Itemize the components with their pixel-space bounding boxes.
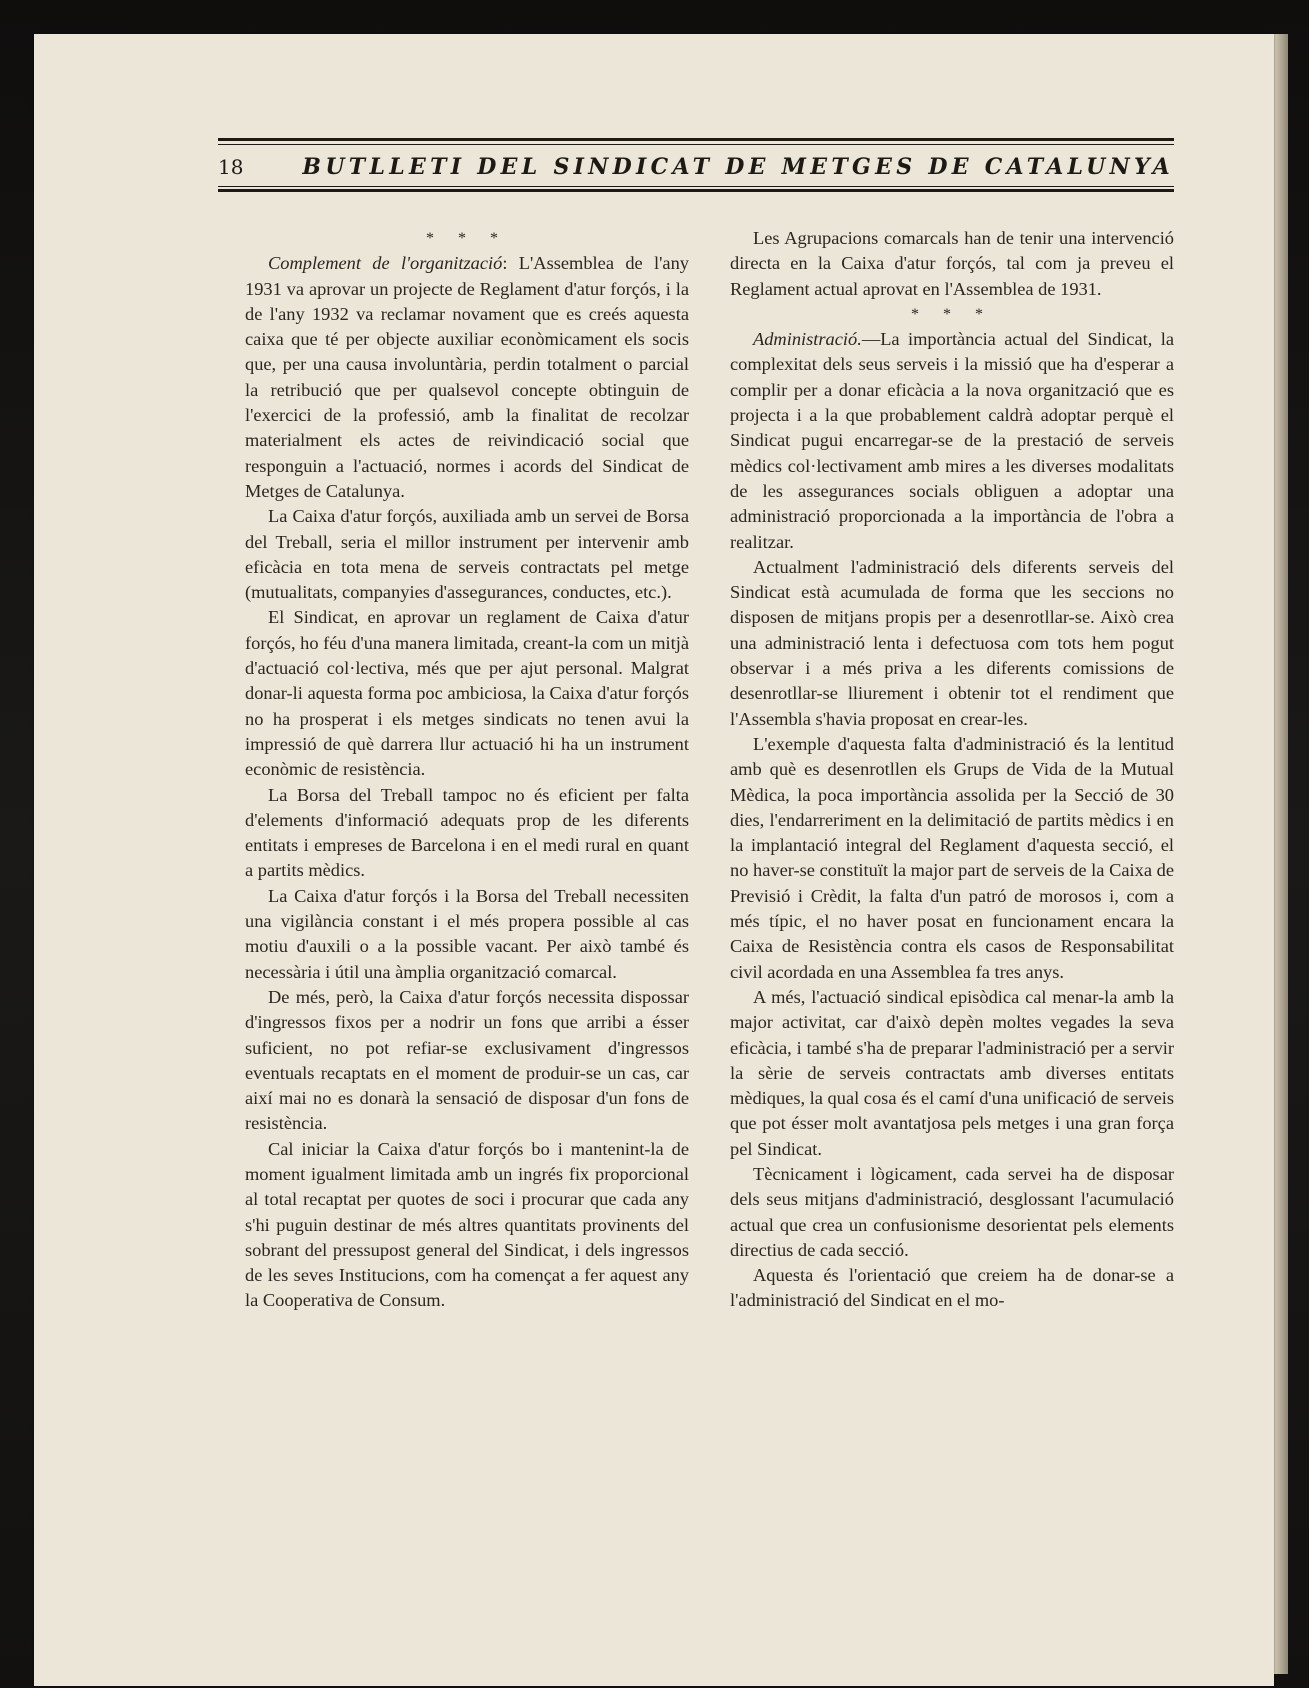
paragraph: Actualment l'administració dels diferents serveis del Sindicat està acumulada de forma que les seccions no disposen de mitjans propis per a desenrotllar-se. Això crea una administració lenta i defectuosa com tots hem pogut observar i a més priva a les diferents comissions de desenrotllar-se lliurement i obtenir tot el rendiment que l'Assembla s'havia proposat en crear-les.: [730, 556, 1174, 729]
paragraph: Tècnicament i lògicament, cada servei ha de disposar dels seus mitjans d'administració, desglossant l'acumulació actual que crea un confusionisme desorientat pels elements directius de cada secció.: [730, 1163, 1174, 1260]
paragraph: De més, però, la Caixa d'atur forçós necessita dispossar d'ingressos fixos per a nodrir un fons que arribi a ésser suficient, no pot refiar-se exclusivament d'ingressos eventuals recaptats en el moment de produir-se un cas, car així mai no es donarà la sensació de disposar d'un fons de resistència.: [245, 986, 689, 1134]
paragraph-text: —La importància actual del Sindicat, la complexitat dels seus serveis i la missió que ha d'esperar a complir per a donar eficàcia a la nova organització que es projecta i a la que probablement caldrà adoptar perquè el Sindicat pugui encarregar-se de la prestació de serveis mèdics col·lectivament amb mires a les diverses modalitats de les assegurances socials obliguen a adoptar una administració proporcionada a la importància de l'obra a realitzar.: [730, 329, 1174, 552]
section-separator: * * *: [426, 230, 508, 247]
paragraph: La Caixa d'atur forçós, auxiliada amb un servei de Borsa del Treball, seria el millor instrument per intervenir amb eficàcia en tota mena de serveis contractats pel metge (mutualitats, companyies d'assegurances, conductes, etc.).: [245, 506, 689, 603]
paragraph: El Sindicat, en aprovar un reglament de Caixa d'atur forçós, ho féu d'una manera limitada, creant-la com un mitjà d'actuació col·lectiva, més que per ajut personal. Malgrat donar-li aquesta forma poc ambiciosa, la Caixa d'atur forçós no ha prosperat i els metges sindicats no tenen avui la impressió de què darrera llur actuació hi ha un instrument econòmic de resistència.: [245, 607, 690, 780]
paragraph: La Caixa d'atur forçós i la Borsa del Treball necessiten una vigilància constant i el més propera possible al cas motiu d'auxili o a la possible vacant. Per això també és necessària i útil una àmplia organització comarcal.: [245, 885, 689, 982]
paragraph: Cal iniciar la Caixa d'atur forçós bo i mantenint-la de moment igualment limitada amb un ingrés fix proporcional al total recaptat per quotes de soci i procurar que cada any s'hi puguin destinar de més altres quantitats provinents del sobrant del pressupost general del Sindicat, i dels ingressos de les seves Institucions, com ha començat a fer aquest any la Cooperativa de Consum.: [245, 1138, 689, 1311]
running-header: [218, 138, 1174, 198]
left-column: [245, 226, 689, 1314]
paragraph-text: : L'Assemblea de l'any 1931 va aprovar un projecte de Reglament d'atur forçós, i la de l'any 1932 va reclamar novament que es creés aquesta caixa que té per objecte auxiliar econòmicament els socis que, per una causa involuntària, perdin totalment o parcial la retribució que per qualsevol concepte obtinguin de l'exercici de la professió, amb la finalitat de recolzar materialment els actes de reivindicació social que responguin a l'actuació, normes i acords del Sindicat de Metges de Catalunya.: [245, 253, 689, 501]
header-row: [218, 152, 1174, 182]
right-column: [730, 226, 1174, 1314]
header-rule-bottom: [218, 189, 1174, 192]
header-rule-top-thin: [218, 144, 1174, 145]
paragraph: La Borsa del Treball tampoc no és eficient per falta d'elements d'informació adequats prop de les diferents entitats i empreses de Barcelona i en el medi rural en quant a partits mèdics.: [245, 784, 689, 881]
paragraph: [730, 327, 1174, 555]
paragraph: Aquesta és l'orientació que creiem ha de donar-se a l'administració del Sindicat en el mo-: [730, 1265, 1174, 1311]
journal-title: BUTLLETI DEL SINDICAT DE METGES DE CATALUNYA: [302, 154, 1174, 180]
paragraph: A més, l'actuació sindical episòdica cal menar-la amb la major activitat, car d'això depèn moltes vegades la seva eficàcia, i també s'ha de preparar l'administració per a servir la sèrie de serveis contractats amb diverses entitats mèdiques, la qual cosa és el camí d'una unificació de serveis que pot ésser molt avantatjosa pels metges i una gran força pel Sindicat.: [730, 986, 1175, 1159]
paragraph: [245, 251, 689, 504]
paragraph: Les Agrupacions comarcals han de tenir una intervenció directa en la Caixa d'atur forçós, tal com ja preveu el Reglament actual aprovat en l'Assemblea de 1931.: [730, 228, 1174, 299]
section-heading-organitzacio: Complement de l'organització: [268, 253, 503, 274]
page-number: 18: [218, 155, 244, 179]
section-separator: * * *: [911, 305, 993, 323]
paragraph: L'exemple d'aquesta falta d'administració és la lentitud amb què es desenrotllen els Grups de Vida de la Mutual Mèdica, la poca importància assolida per la Secció de 30 dies, l'endarreriment en la delimitació de partits mèdics i en la implantació integral del Reglament d'aquesta secció, el no haver-se constituït la major part de serveis de la Caixa de Previsió i Crèdit, la falta d'un patró de morosos i, com a més típic, el no haver posat en funcionament encara la Caixa de Resistència contra els casos de Responsabilitat civil acordada en una Assemblea fa tres anys.: [730, 733, 1174, 982]
header-rule-top: [218, 138, 1174, 141]
section-heading-administracio: Administració.: [753, 329, 862, 350]
header-rule-bottom-thin: [218, 186, 1174, 187]
